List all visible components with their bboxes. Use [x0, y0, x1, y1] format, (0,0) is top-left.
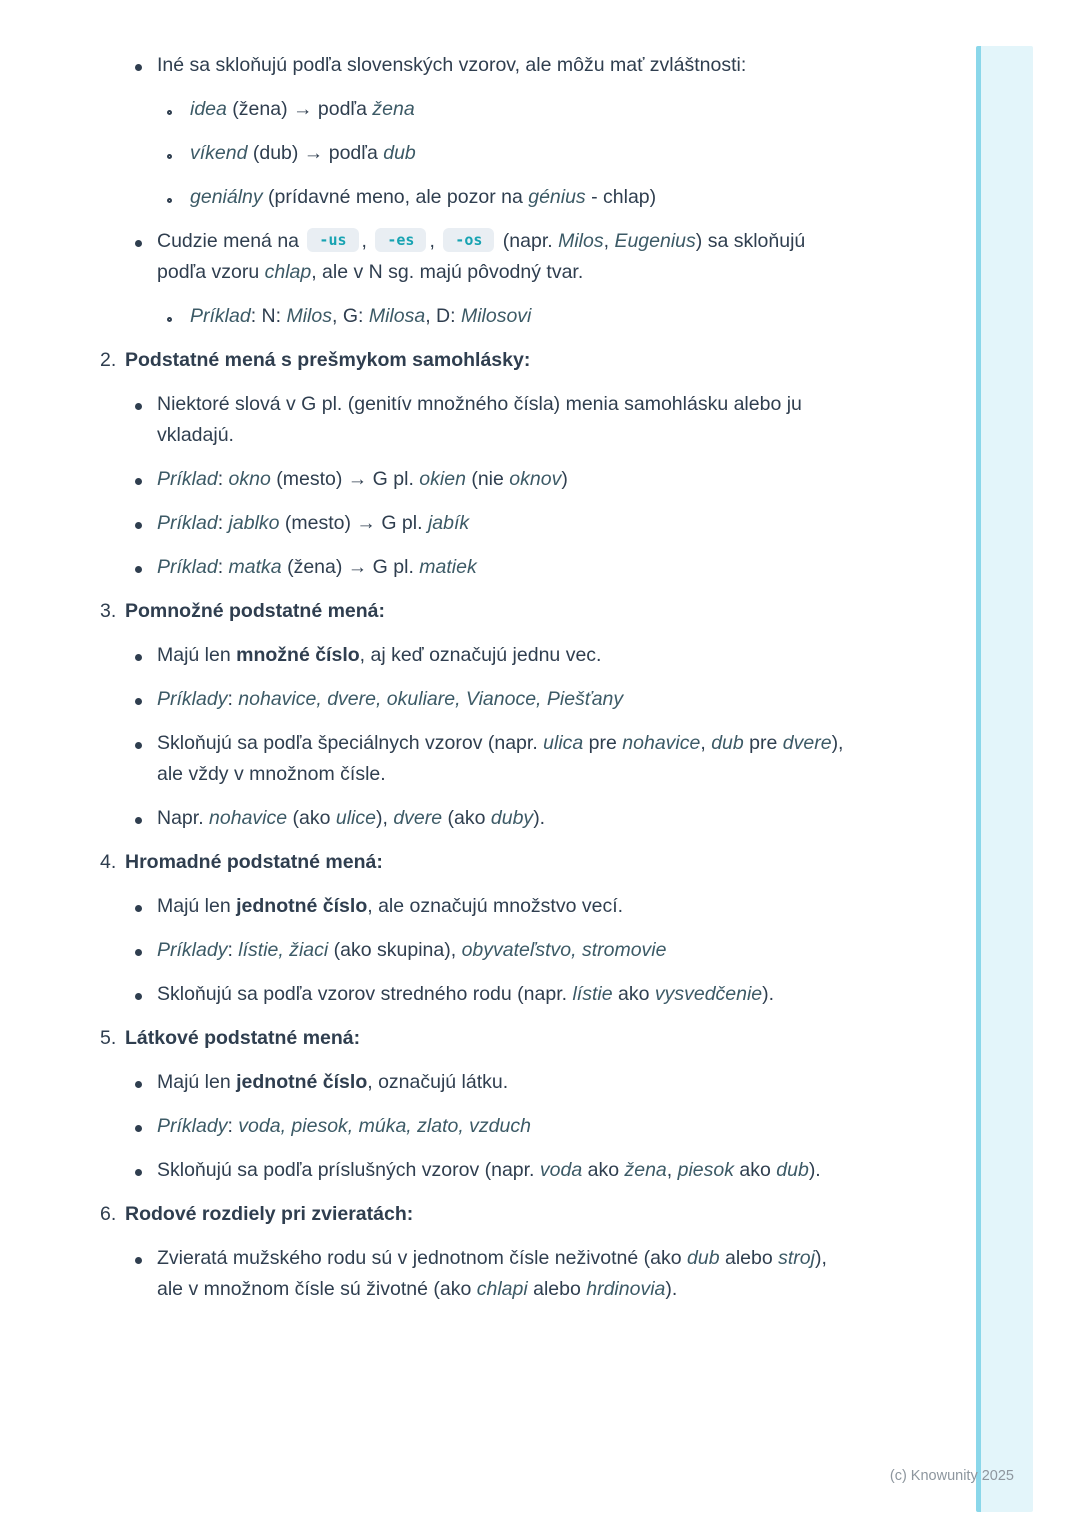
- text-segment: ,: [361, 230, 373, 252]
- text-segment: nohavice: [209, 807, 288, 829]
- text-segment: ,: [429, 230, 441, 252]
- item-text: [157, 50, 848, 81]
- text-segment: ) sa skloňujú podľa vzoru: [157, 230, 806, 283]
- item-text: [157, 935, 848, 966]
- text-segment: piesok: [677, 1159, 734, 1181]
- text-segment: množné číslo: [236, 644, 360, 666]
- list-item-level2: [100, 94, 848, 125]
- text-segment: Skloňujú sa podľa vzorov stredného rodu (napr.: [157, 983, 573, 1005]
- list-item-level2: [100, 182, 848, 213]
- document-content: [100, 50, 848, 1318]
- bullet-disc-icon: [135, 1067, 157, 1098]
- text-segment: alebo: [719, 1247, 779, 1269]
- text-segment: dvere: [393, 807, 443, 829]
- text-segment: Napr.: [157, 807, 210, 829]
- bullet-circle-icon: [167, 182, 190, 213]
- text-segment: pre: [743, 732, 783, 754]
- item-number: 4.: [100, 851, 117, 873]
- text-segment: Milos: [558, 230, 604, 252]
- text-segment: Príklad: [190, 305, 251, 327]
- text-segment: matiek: [419, 556, 477, 578]
- text-segment: :: [217, 556, 229, 578]
- text-segment: :: [217, 468, 229, 490]
- text-segment: Rodové rozdiely pri zvieratách:: [125, 1203, 414, 1225]
- text-segment: ulice: [335, 807, 376, 829]
- text-segment: Hromadné podstatné mená:: [125, 851, 383, 873]
- text-segment: Príklad: [157, 556, 218, 578]
- text-segment: pre: [583, 732, 623, 754]
- item-text: [157, 1155, 848, 1186]
- bullet-disc-icon: [135, 389, 157, 420]
- section-heading: [100, 1023, 848, 1054]
- text-segment: ), ale vždy v množnom čísle.: [157, 732, 844, 785]
- item-text: [125, 596, 848, 627]
- text-segment: ,: [666, 1159, 678, 1181]
- text-segment: Príklad: [157, 512, 218, 534]
- text-segment: dub: [383, 142, 416, 164]
- text-segment: :: [217, 512, 229, 534]
- bullet-disc-icon: [135, 1243, 157, 1274]
- text-segment: Pomnožné podstatné mená:: [125, 600, 386, 622]
- item-text: [157, 891, 848, 922]
- text-segment: Látkové podstatné mená:: [125, 1027, 361, 1049]
- text-segment: voda, piesok, múka, zlato, vzduch: [238, 1115, 531, 1137]
- bullet-circle-icon: [167, 94, 190, 125]
- text-segment: génius: [528, 186, 586, 208]
- item-text: [157, 552, 848, 583]
- list-item-level1: [100, 50, 848, 81]
- text-segment: žena: [624, 1159, 667, 1181]
- list-item-level2: [100, 301, 848, 332]
- text-segment: , ale v N sg. majú pôvodný tvar.: [311, 261, 584, 283]
- text-segment: :: [227, 939, 239, 961]
- list-item-level1: [100, 508, 848, 539]
- text-segment: (ako: [287, 807, 336, 829]
- section-heading: [100, 596, 848, 627]
- text-segment: žena: [372, 98, 415, 120]
- item-number: 2.: [100, 349, 117, 371]
- text-segment: ,: [603, 230, 615, 252]
- text-segment: (ako skupina),: [328, 939, 462, 961]
- text-segment: ).: [762, 983, 775, 1005]
- bullet-disc-icon: [135, 226, 157, 257]
- item-text: [190, 94, 848, 125]
- text-segment: idea: [190, 98, 227, 120]
- text-segment: ), ale v množnom čísle sú životné (ako: [157, 1247, 827, 1300]
- text-segment: Milosa: [368, 305, 426, 327]
- item-text: [190, 301, 848, 332]
- text-segment: obyvateľstvo, stromovie: [461, 939, 667, 961]
- text-segment: Majú len: [157, 644, 237, 666]
- text-segment: dub: [687, 1247, 720, 1269]
- text-segment: (prídavné meno, ale pozor na: [262, 186, 529, 208]
- text-segment: alebo: [527, 1278, 587, 1300]
- text-segment: Príklady: [157, 1115, 228, 1137]
- text-segment: voda: [539, 1159, 583, 1181]
- item-text: [157, 1067, 848, 1098]
- text-segment: oknov: [509, 468, 562, 490]
- item-text: [125, 847, 848, 878]
- item-text: [157, 803, 848, 834]
- item-text: [157, 389, 848, 451]
- text-segment: okno: [228, 468, 271, 490]
- bullet-disc-icon: [135, 508, 157, 539]
- text-segment: ako: [612, 983, 655, 1005]
- suffix-badge: -os: [443, 228, 494, 252]
- list-item-level2: [100, 138, 848, 169]
- bullet-disc-icon: [135, 1155, 157, 1186]
- text-segment: (žena) → podľa: [226, 98, 373, 120]
- text-segment: Príklad: [157, 468, 218, 490]
- text-segment: dub: [776, 1159, 809, 1181]
- text-segment: geniálny: [190, 186, 263, 208]
- text-segment: :: [227, 688, 239, 710]
- text-segment: - chlap): [585, 186, 657, 208]
- text-segment: , G:: [331, 305, 369, 327]
- item-text: [125, 1199, 848, 1230]
- bullet-disc-icon: [135, 1111, 157, 1142]
- text-segment: Majú len: [157, 895, 237, 917]
- text-segment: jabík: [427, 512, 470, 534]
- suffix-badge: -es: [375, 228, 426, 252]
- text-segment: Podstatné mená s prešmykom samohlásky:: [125, 349, 531, 371]
- list-item-level1: [100, 728, 848, 790]
- bullet-disc-icon: [135, 979, 157, 1010]
- text-segment: (mesto) → G pl.: [279, 512, 428, 534]
- text-segment: ).: [808, 1159, 821, 1181]
- bullet-disc-icon: [135, 803, 157, 834]
- bullet-circle-icon: [167, 138, 190, 169]
- item-text: [157, 464, 848, 495]
- text-segment: (mesto) → G pl.: [270, 468, 420, 490]
- list-item-level1: [100, 226, 848, 288]
- text-segment: , D:: [425, 305, 461, 327]
- item-text: [190, 138, 848, 169]
- list-item-level1: [100, 464, 848, 495]
- bullet-disc-icon: [135, 50, 157, 81]
- item-text: [157, 1243, 848, 1305]
- item-text: [157, 728, 848, 790]
- text-segment: ako: [733, 1159, 777, 1181]
- text-segment: Príklady: [157, 688, 228, 710]
- text-segment: stroj: [778, 1247, 815, 1269]
- text-segment: okien: [419, 468, 466, 490]
- item-text: [190, 182, 848, 213]
- text-segment: nohavice: [622, 732, 701, 754]
- bullet-disc-icon: [135, 891, 157, 922]
- text-segment: Majú len: [157, 1071, 237, 1093]
- list-item-level1: [100, 935, 848, 966]
- item-text: [157, 226, 848, 288]
- text-segment: :: [227, 1115, 239, 1137]
- text-segment: Eugenius: [614, 230, 696, 252]
- item-text: [157, 508, 848, 539]
- text-segment: : N:: [250, 305, 287, 327]
- text-segment: Skloňujú sa podľa špeciálnych vzorov (napr.: [157, 732, 544, 754]
- text-segment: Milosovi: [460, 305, 532, 327]
- copyright-footer: (c) Knowunity 2025: [889, 1468, 1014, 1484]
- text-segment: ).: [665, 1278, 678, 1300]
- page-edge-decoration: [976, 46, 1033, 1512]
- text-segment: (napr.: [497, 230, 559, 252]
- text-segment: Zvieratá mužského rodu sú v jednotnom čísle neživotné (ako: [157, 1247, 688, 1269]
- text-segment: Milos: [286, 305, 332, 327]
- list-item-level1: [100, 1111, 848, 1142]
- text-segment: Cudzie mená na: [157, 230, 305, 252]
- text-segment: Iné sa skloňujú podľa slovenských vzorov, ale môžu mať zvláštnosti:: [157, 54, 747, 76]
- text-segment: dvere: [782, 732, 832, 754]
- text-segment: Niektoré slová v G pl. (genitív množného čísla) menia samohlásku alebo ju vkladajú.: [157, 393, 802, 446]
- text-segment: ),: [375, 807, 394, 829]
- bullet-disc-icon: [135, 640, 157, 671]
- text-segment: , ale označujú množstvo vecí.: [367, 895, 624, 917]
- text-segment: lístie, žiaci: [238, 939, 329, 961]
- text-segment: lístie: [572, 983, 613, 1005]
- section-heading: [100, 1199, 848, 1230]
- text-segment: jablko: [228, 512, 280, 534]
- text-segment: ): [561, 468, 568, 490]
- item-text: [157, 684, 848, 715]
- text-segment: , označujú látku.: [367, 1071, 509, 1093]
- text-segment: dub: [711, 732, 744, 754]
- bullet-disc-icon: [135, 464, 157, 495]
- text-segment: ulica: [543, 732, 584, 754]
- text-segment: Príklady: [157, 939, 228, 961]
- text-segment: (dub) → podľa: [247, 142, 384, 164]
- list-item-level1: [100, 389, 848, 451]
- bullet-disc-icon: [135, 684, 157, 715]
- text-segment: matka: [228, 556, 282, 578]
- list-item-level1: [100, 552, 848, 583]
- bullet-disc-icon: [135, 935, 157, 966]
- item-number: 5.: [100, 1027, 117, 1049]
- text-segment: nohavice, dvere, okuliare, Vianoce, Piešťany: [238, 688, 624, 710]
- item-number: 3.: [100, 600, 117, 622]
- text-segment: duby: [490, 807, 534, 829]
- item-number: 6.: [100, 1203, 117, 1225]
- list-item-level1: [100, 803, 848, 834]
- section-heading: [100, 345, 848, 376]
- text-segment: chlapi: [476, 1278, 528, 1300]
- text-segment: ako: [582, 1159, 625, 1181]
- bullet-circle-icon: [167, 301, 190, 332]
- text-segment: , aj keď označujú jednu vec.: [359, 644, 602, 666]
- suffix-badge: -us: [307, 228, 358, 252]
- list-item-level1: [100, 891, 848, 922]
- list-item-level1: [100, 640, 848, 671]
- text-segment: jednotné číslo: [236, 1071, 368, 1093]
- text-segment: víkend: [190, 142, 248, 164]
- item-text: [125, 345, 848, 376]
- list-item-level1: [100, 1155, 848, 1186]
- item-text: [157, 1111, 848, 1142]
- list-item-level1: [100, 1067, 848, 1098]
- list-item-level1: [100, 979, 848, 1010]
- list-item-level1: [100, 684, 848, 715]
- list-item-level1: [100, 1243, 848, 1305]
- text-segment: chlap: [264, 261, 312, 283]
- bullet-disc-icon: [135, 728, 157, 759]
- item-text: [157, 640, 848, 671]
- text-segment: (žena) → G pl.: [281, 556, 420, 578]
- text-segment: Skloňujú sa podľa príslušných vzorov (napr.: [157, 1159, 540, 1181]
- text-segment: ).: [533, 807, 546, 829]
- text-segment: vysvedčenie: [654, 983, 763, 1005]
- text-segment: (nie: [465, 468, 510, 490]
- item-text: [125, 1023, 848, 1054]
- item-text: [157, 979, 848, 1010]
- bullet-disc-icon: [135, 552, 157, 583]
- text-segment: hrdinovia: [586, 1278, 666, 1300]
- text-segment: (ako: [442, 807, 491, 829]
- text-segment: ,: [700, 732, 712, 754]
- text-segment: jednotné číslo: [236, 895, 368, 917]
- section-heading: [100, 847, 848, 878]
